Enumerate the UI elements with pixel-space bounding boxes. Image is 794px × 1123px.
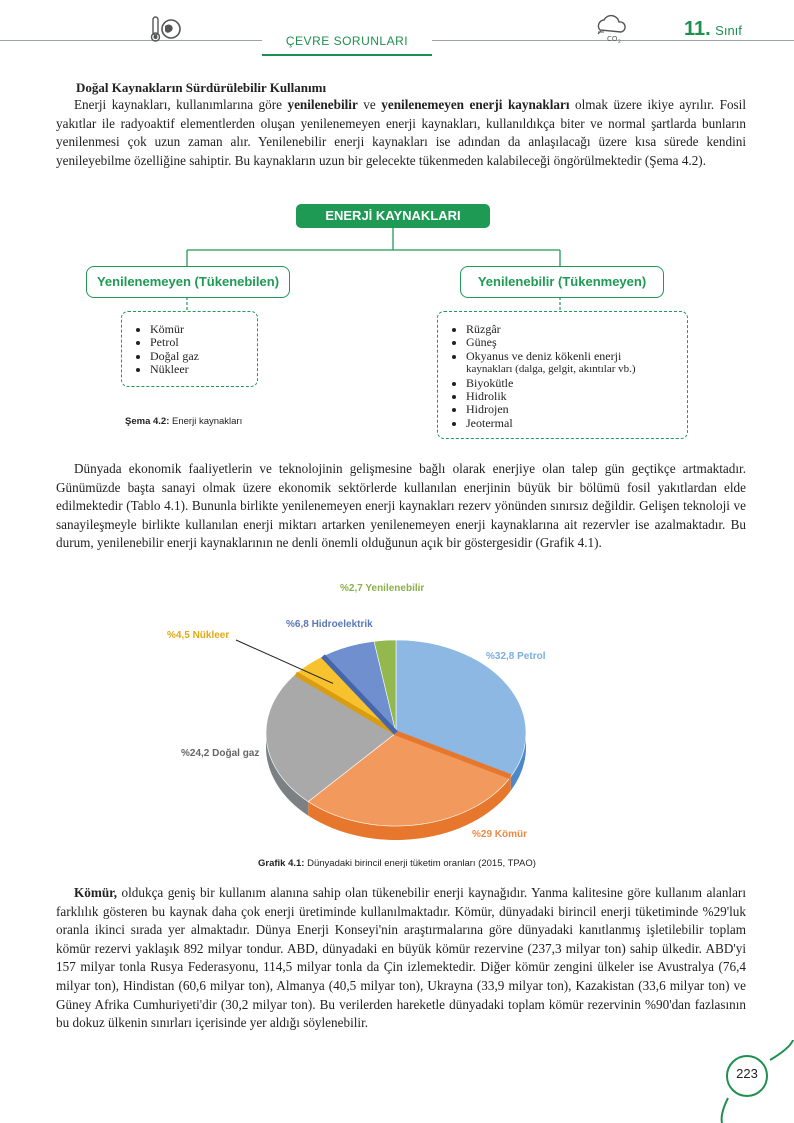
list-item: • Kömür	[150, 323, 257, 336]
list-item: • Doğal gaz	[150, 350, 257, 363]
p1-text-d: olmak üzere ikiye ayrılır. Fosil yakıtlar ile radyoaktif elementlerden oluşan yenilenemeyen enerji kaynakları, kullanıldıkça biter ve normal şartlarda bunların yenilenmesi çok uzun zaman alır. Yenilenebilir enerji kaynakları ise adından da anlaşılacağı üzere kısa sürede kendini yenileyebilme özelliğine sahiptir. Bu kaynakların uzun bir gelecekte tükenmeden kalabileceği öngörülmektedir (Şema 4.2).	[56, 97, 747, 168]
list-item: • Petrol	[150, 336, 257, 349]
svg-text:CO: CO	[607, 35, 618, 43]
section-heading: Doğal Kaynakların Sürdürülebilir Kullanımı	[76, 80, 327, 95]
p1-text-c: ve	[357, 97, 382, 112]
list-item: • Hidrolik	[466, 390, 687, 403]
p1-text-a: Enerji kaynakları, kullanımlarına göre	[74, 97, 288, 112]
label-renewable: %2,7 Yenilenebilir	[340, 583, 425, 594]
list-item: • Nükleer	[150, 363, 257, 376]
list-item: • Jeotermal	[466, 417, 687, 430]
svg-text:2: 2	[618, 40, 621, 44]
label-petrol: %32,8 Petrol	[486, 651, 546, 662]
list-item: • Hidrojen	[466, 403, 687, 416]
coal-paragraph	[56, 884, 746, 1033]
diagram-left-title: Yenilenemeyen (Tükenebilen)	[86, 266, 290, 298]
p1-bold-2: yenilenemeyen enerji kaynakları	[381, 97, 570, 112]
grade-text: Sınıf	[715, 23, 742, 38]
p1-bold-1: yenilenebilir	[287, 97, 358, 112]
coal-bold: Kömür,	[74, 885, 118, 900]
list-item: • Okyanus ve deniz kökenli enerji	[466, 350, 687, 363]
label-hydro: %6,8 Hidroelektrik	[286, 619, 373, 630]
list-item: • Güneş	[466, 336, 687, 349]
page-number: 223	[736, 1066, 758, 1081]
list-item: • Rüzgâr	[466, 323, 687, 336]
label-coal: %29 Kömür	[472, 829, 528, 840]
energy-demand-paragraph: Dünyada ekonomik faaliyetlerin ve teknolojinin gelişmesine bağlı olarak enerjiye olan talep gün geçtikçe artmaktadır. Günümüzde başta sanayi olmak üzere ekonomik sektörlerde kullanılan enerjinin büyük bir bölümü fosil yakıtlardan elde edilmektedir (Tablo 4.1). Bununla birlikte yenilenemeyen enerji kaynakları rezerv yönünden sınırsız değildir. Gelişen teknoloji ve sanayileşmeyle birlikte kullanılan enerji miktarı artarken yenilenemeyen enerji kaynaklarına ait rezervler ise azalmaktadır. Bu durum, yenilenebilir enerji kaynaklarının ne denli önemli olduğunun açık bir göstergesidir (Grafik 4.1).	[56, 461, 746, 551]
diagram-root: ENERJİ KAYNAKLARI	[296, 204, 490, 228]
chart-caption-text: Dünyadaki birincil enerji tüketim oranları (2015, TPAO)	[304, 858, 536, 869]
grade-number: 11.	[684, 18, 711, 40]
renewable-list	[437, 311, 688, 439]
diagram-right-title: Yenilenebilir (Tükenmeyen)	[460, 266, 664, 298]
chart-caption	[258, 858, 536, 869]
diagram-caption-text: Enerji kaynakları	[169, 416, 243, 427]
diagram-caption	[125, 416, 242, 427]
list-item: kaynakları (dalga, gelgit, akıntılar vb.)	[466, 363, 636, 376]
coal-text: oldukça geniş bir kullanım alanına sahip olan tükenebilir enerji kaynağıdır. Yanma kalitesine göre kullanım alanları farklılık gösteren bu kaynak daha çok enerji üretiminde kullanılmaktadır. Kömür, dünyadaki birincil enerji tüketiminde %29'luk oranla ikinci sırada yer almaktadır. Dünya Enerji Konseyi'nin araştırmalarına göre dünyadaki kanıtlanmış işletilebilir toplam kömür rezervi yaklaşık 892 milyar tondur. ABD, dünyadaki en büyük kömür rezervine (237,3 milyar ton) sahip ülkedir. ABD'yi 157 milyar tonla Rusya Federasyonu, 114,5 milyar tonla da Çin izlemektedir. Diğer kömür zengini ülkeler ise Avustralya (76,4 milyar ton), Hindistan (60,6 milyar ton), Almanya (40,5 milyar ton), Ukrayna (33,9 milyar ton), Kazakistan (33,6 milyar ton) ve Güney Afrika Cumhuriyeti'dir (30,2 milyar ton). Bu verilerden hareketle dünyadaki toplam kömür rezervinin %90'dan fazlasının bu dokuz ülkenin sınırları içerisinde yer aldığı söylenebilir.	[56, 885, 746, 1031]
label-nuclear: %4,5 Nükleer	[167, 630, 230, 641]
page-number-badge	[700, 1040, 794, 1123]
section-title: ÇEVRE SORUNLARI	[285, 34, 409, 48]
diagram-caption-label: Şema 4.2:	[125, 416, 170, 427]
non-renewable-list	[121, 311, 258, 387]
label-natural-gas: %24,2 Doğal gaz	[181, 748, 260, 759]
energy-pie-chart	[0, 570, 794, 860]
chart-caption-label: Grafik 4.1:	[258, 858, 305, 869]
list-item: • Biyokütle	[466, 377, 687, 390]
